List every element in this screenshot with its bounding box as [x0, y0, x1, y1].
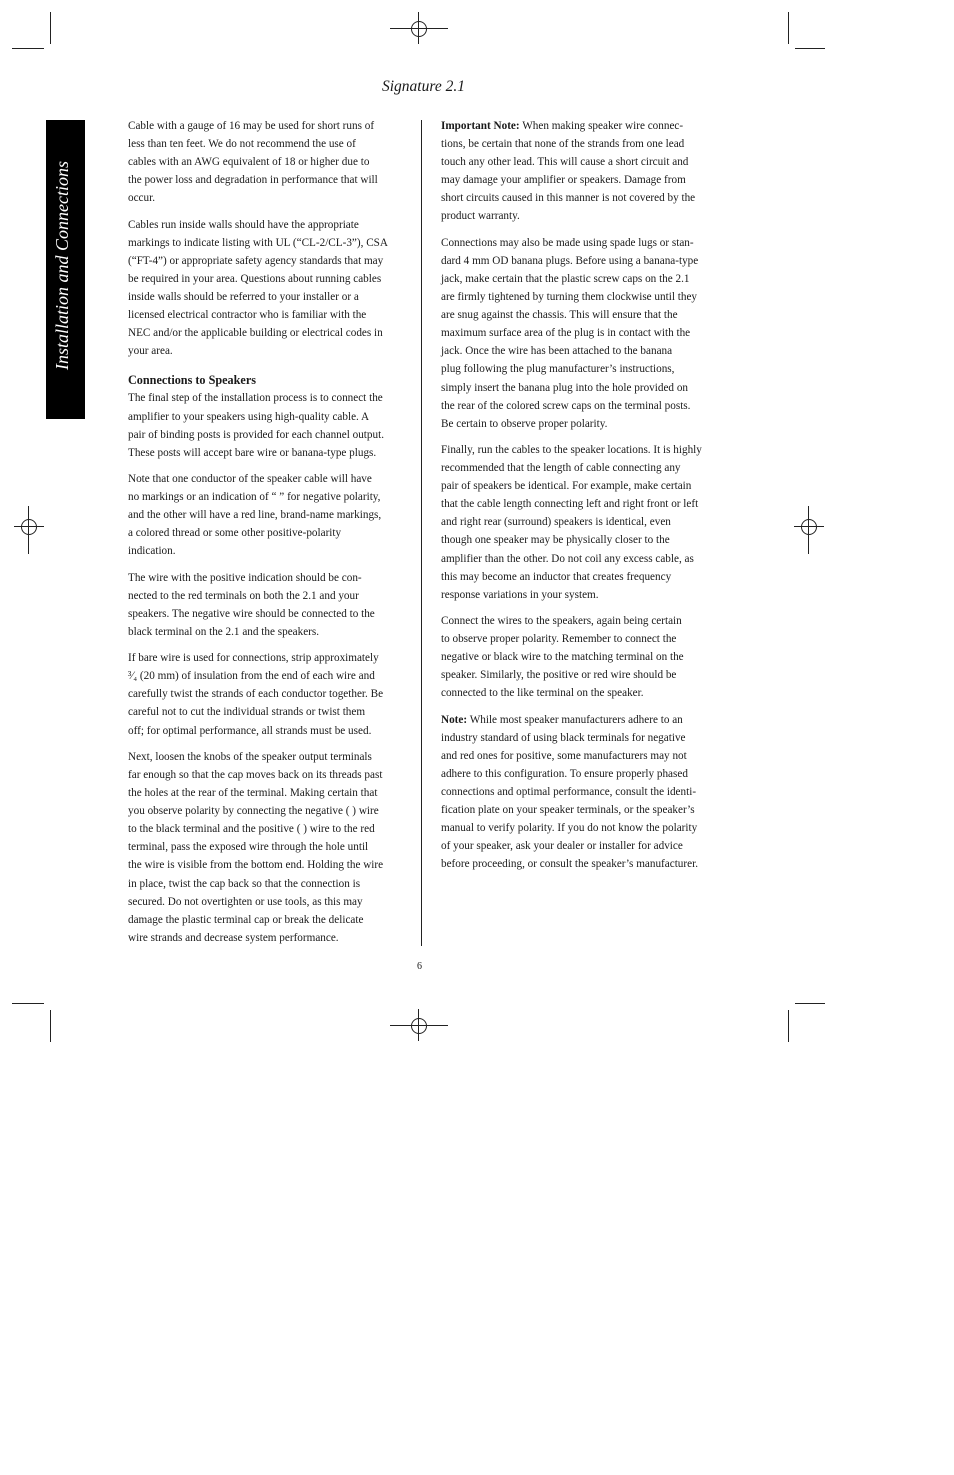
page-number: 6 — [417, 961, 422, 972]
section-tab-label: Installation and Connections — [52, 161, 72, 370]
crop-mark — [12, 48, 44, 49]
right-column — [441, 117, 736, 882]
crop-mark — [12, 1003, 44, 1004]
important-note-label: Important Note: — [441, 120, 520, 132]
paragraph: If bare wire is used for connections, strip approximately ³⁄₄ (20 mm) of insulation from the end of each wire and carefully twist the strands of each conductor together. Be careful not to cut the individual strands or twist them off; for optimal performance, all strands must be used. — [128, 652, 384, 737]
section-heading: Connections to Speakers — [128, 373, 256, 388]
paragraph: Next, loosen the knobs of the speaker output terminals far enough so that the cap moves back on its threads past the holes at the rear of the terminal. Making certain that you observe polarity by connecting the negative ( ) wire to the black terminal and the positive ( ) wire to the red terminal, pass the exposed wire through the hole until the wire is visible from the bottom end. Holding the wire in place, twist the cap back so that the connection is secured. Do not overtighten or use tools, as this may damage the plastic terminal cap or break the delicate wire strands and decrease system performance. — [128, 750, 384, 944]
crop-mark — [788, 12, 789, 44]
running-header: Signature 2.1 — [382, 78, 465, 95]
crop-mark — [795, 48, 825, 49]
crop-mark — [50, 12, 51, 44]
paragraph: The final step of the installation process is to connect the amplifier to your speakers using high-quality cable. A pair of binding posts is provided for each channel output. These posts will accept bare wire or banana-type plugs. — [128, 392, 385, 459]
important-note-text: When making speaker wire connec- tions, be certain that none of the strands from one lead touch any other lead. This will cause a short circuit and may damage your amplifier or speakers. Damage from short circuits caused in this manner is not covered by the product warranty. — [441, 120, 696, 223]
paragraph: Note that one conductor of the speaker cable will have no markings or an indication of “ ” for negative polarity, and the other will have a red line, brand-name markings, a colored thread or some other positive-polarity indication. — [128, 472, 382, 558]
note-text: While most speaker manufacturers adhere to an industry standard of using black terminals for negative and red ones for positive, some manufacturers may not adhere to this configuration. To ensure properly phased connections and optimal performance, consult the identi- fication plate on your speaker terminals, or the speaker’s manual to verify polarity. If you do not know the polarity of your speaker, ask your dealer or installer for advice before proceeding, or consult the speaker’s manufacturer. — [441, 713, 699, 871]
column-divider — [421, 120, 422, 946]
paragraph: Cables run inside walls should have the appropriate markings to indicate listing with UL (“CL-2/CL-3”), CSA (“FT-4”) or appropriate safety agency standards that may be required in your area. Questions about running cables inside walls should be referred to your installer or a licensed electrical contractor who is familiar with the NEC and/or the applicable building or electrical codes in your area. — [128, 218, 388, 358]
note-label: Note: — [441, 713, 468, 726]
crop-mark — [795, 1003, 825, 1004]
crop-mark — [788, 1010, 789, 1042]
paragraph: Connections may also be made using spade lugs or stan- dard 4 mm OD banana plugs. Before using a banana-type jack, make certain that the plastic screw caps on the 2.1 are firmly tightened by turning them clockwise until they are snug against the chassis. This will ensure that the maximum surface area of the plug is in contact with the jack. Once the wire has been attached to the banana plug following the plug manufacturer’s instructions, simply insert the banana plug into the hole provided on the rear of the colored screw caps on the terminal posts. Be certain to observe proper polarity. — [441, 236, 699, 430]
crop-mark — [50, 1010, 51, 1042]
paragraph — [441, 117, 736, 226]
paragraph: Finally, run the cables to the speaker locations. It is highly recommended that the length of cable connecting any pair of speakers be identical. For example, make certain that the cable length connecting left and right front or left and right rear (surround) speakers is identical, even though one speaker may be physically closer to the amplifier than the other. Do not coil any excess cable, as this may become an inductor that creates frequency response variations in your system. — [441, 443, 702, 601]
paragraph: The wire with the positive indication should be con- nected to the red terminals on both the 2.1 and your speakers. The negative wire should be connected to the black terminal on the 2.1 and the speakers. — [128, 571, 375, 638]
left-column — [128, 117, 418, 955]
paragraph — [441, 711, 736, 874]
paragraph: Cable with a gauge of 16 may be used for short runs of less than ten feet. We do not recommend the use of cables with an AWG equivalent of 18 or higher due to the power loss and degradation in performance that will occur. — [128, 120, 378, 205]
paragraph: Connect the wires to the speakers, again being certain to observe proper polarity. Remember to connect the negative or black wire to the matching terminal on the speaker. Similarly, the positive or red wire should be connected to the like terminal on the speaker. — [441, 615, 684, 700]
